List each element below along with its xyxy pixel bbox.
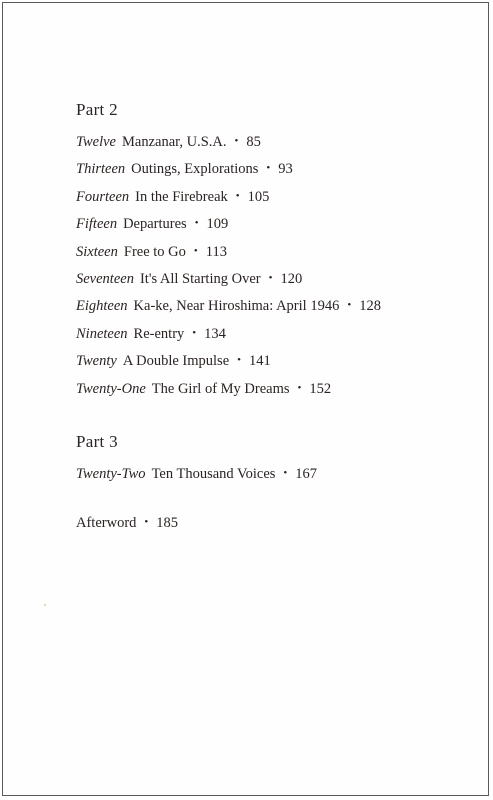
afterword-page: 185 <box>156 515 179 532</box>
section-spacer <box>76 402 476 431</box>
page-number: 105 <box>247 188 270 205</box>
page-number: 128 <box>359 298 381 315</box>
page-number: 167 <box>295 465 318 482</box>
chapter-title: Ka-ke, Near Hiroshima: April 1946 <box>133 298 340 315</box>
toc-entry <box>76 320 476 347</box>
separator-dot: • <box>194 217 199 230</box>
toc-entry <box>76 265 476 292</box>
separator-dot: • <box>193 244 198 257</box>
part-3-heading: Part 3 <box>76 431 118 451</box>
page-number: 93 <box>278 161 293 178</box>
separator-dot: • <box>234 135 239 147</box>
chapter-title: It's All Starting Over <box>139 270 261 287</box>
page-number: 113 <box>205 243 227 260</box>
book-page <box>2 2 489 796</box>
chapter-number: Twenty-Two <box>76 465 146 482</box>
separator-dot: • <box>235 189 240 202</box>
page-number: 134 <box>204 325 226 342</box>
separator-dot: • <box>237 354 241 367</box>
table-of-contents <box>76 99 476 534</box>
separator-dot: • <box>268 271 273 284</box>
chapter-number: Fourteen <box>76 188 130 205</box>
chapter-title: Manzanar, U.S.A. <box>122 134 227 150</box>
separator-dot: • <box>283 466 288 479</box>
part-2-chapter-list <box>76 128 476 402</box>
chapter-number: Twelve <box>76 134 116 150</box>
chapter-number: Eighteen <box>76 298 128 315</box>
chapter-number: Sixteen <box>76 243 118 260</box>
toc-entry <box>76 238 476 265</box>
separator-dot: • <box>347 299 352 312</box>
chapter-number: Thirteen <box>76 161 126 178</box>
chapter-title: Free to Go <box>123 243 186 260</box>
part-2-heading: Part 2 <box>76 100 118 119</box>
toc-entry <box>76 155 476 182</box>
chapter-title: Outings, Explorations <box>131 161 259 178</box>
chapter-title: The Girl of My Dreams <box>151 380 290 397</box>
separator-dot: • <box>266 162 271 175</box>
toc-entry <box>76 347 476 374</box>
chapter-number: Nineteen <box>76 325 128 342</box>
chapter-number: Fifteen <box>76 216 118 233</box>
chapter-number: Seventeen <box>76 270 134 287</box>
afterword-title: Afterword <box>76 515 137 532</box>
chapter-number: Twenty-One <box>76 380 146 397</box>
part-3-chapter-list <box>76 460 476 487</box>
toc-entry <box>76 210 476 237</box>
chapter-title: In the Firebreak <box>135 188 228 205</box>
page-number: 120 <box>280 270 303 287</box>
page-number: 141 <box>249 353 271 370</box>
page-number: 85 <box>246 134 261 150</box>
toc-entry <box>76 128 476 155</box>
section-spacer <box>76 487 476 511</box>
page-number: 152 <box>309 380 332 397</box>
toc-entry <box>76 375 476 402</box>
chapter-number: Twenty <box>76 353 117 370</box>
chapter-title: Ten Thousand Voices <box>151 465 276 482</box>
chapter-title: Departures <box>123 216 187 233</box>
toc-entry <box>76 460 476 487</box>
separator-dot: • <box>144 516 149 529</box>
afterword-entry <box>76 511 476 534</box>
page-number: 109 <box>206 216 229 233</box>
toc-entry <box>76 292 476 319</box>
chapter-title: A Double Impulse <box>122 353 230 370</box>
paper-speck <box>44 604 46 606</box>
separator-dot: • <box>297 381 302 394</box>
separator-dot: • <box>192 326 197 339</box>
toc-entry <box>76 183 476 210</box>
chapter-title: Re-entry <box>133 325 185 342</box>
